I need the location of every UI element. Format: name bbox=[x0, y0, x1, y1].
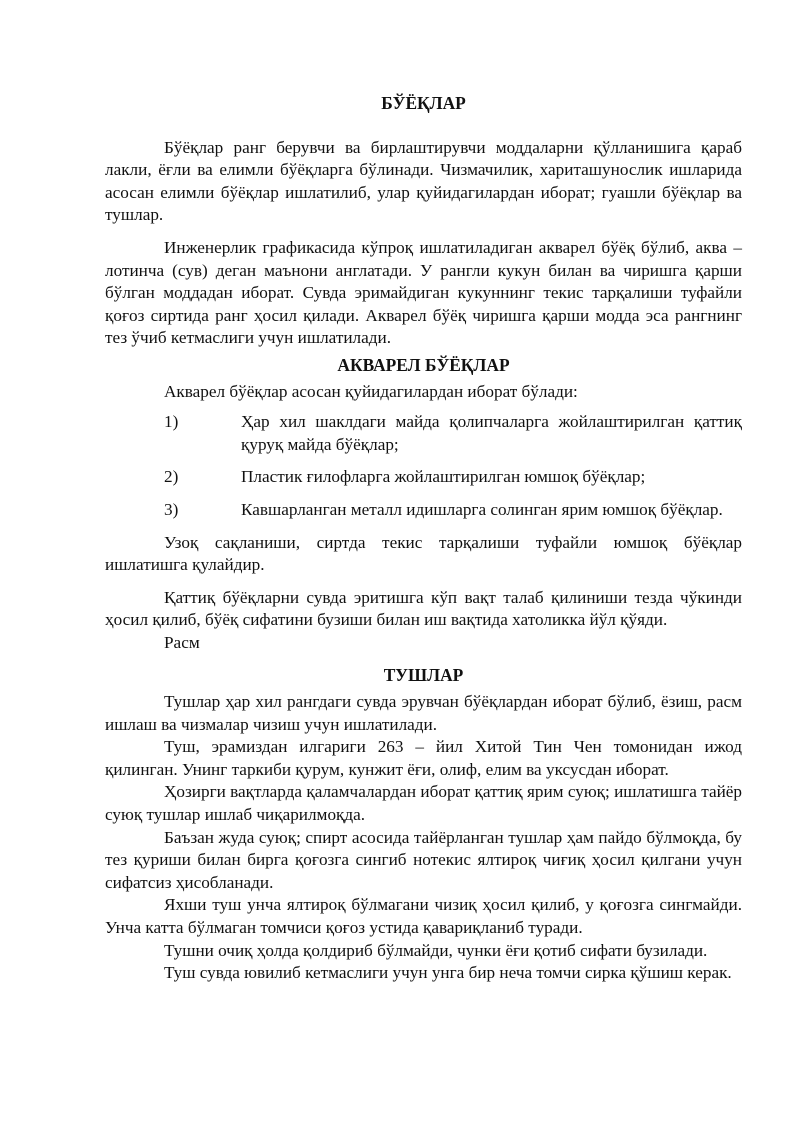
ink-paragraph-7: Туш сувда ювилиб кетмаслиги учун унга бир неча томчи сирка қўшиш керак. bbox=[164, 963, 732, 983]
list-number: 1) bbox=[164, 412, 179, 432]
list-text: Кавшарланган металл идишларга солинган ярим юмшоқ бўёқлар. bbox=[241, 499, 723, 519]
ink-paragraph-5: Яхши туш унча ялтироқ бўлмагани чизиқ ҳосил қилиб, у қоғозга сингмайди. Унча катта бўлмаган томчиси қоғоз устида қавариқланиб туради. bbox=[105, 895, 742, 937]
watercolor-lead: Акварел бўёқлар асосан қуйидагилардан иборат бўлади: bbox=[164, 381, 578, 401]
watercolor-list bbox=[105, 411, 742, 521]
ink-paragraph-3: Ҳозирги вақтларда қаламчалардан иборат қаттиқ ярим суюқ; ишлатишга тайёр суюқ тушлар ишлаб чиқарилмоқда. bbox=[105, 782, 742, 825]
document-title: БЎЁҚЛАР bbox=[381, 93, 466, 113]
list-item bbox=[105, 411, 742, 456]
list-number: 3) bbox=[164, 499, 179, 519]
watercolor-paragraph-2: Қаттиқ бўёқларни сувда эритишга кўп вақт талаб қилиниши тезда чўкинди ҳосил қилиб, бўёқ сифатини бузиши билан иш вақтида хатоликка йўл қўяди. bbox=[105, 587, 742, 630]
document-page bbox=[105, 92, 742, 985]
section-heading-ink: ТУШЛАР bbox=[383, 665, 464, 686]
list-item bbox=[105, 466, 742, 489]
list-item bbox=[105, 499, 742, 522]
watercolor-paragraph-1: Узоқ сақланиши, сиртда текис тарқалиши туфайли юмшоқ бўёқлар ишлатишга қулайдир. bbox=[105, 532, 742, 575]
figure-note: Расм bbox=[164, 632, 200, 652]
ink-paragraph-4: Баъзан жуда суюқ; спирт асосида тайёрланган тушлар ҳам пайдо бўлмоқда, бу тез қуриши билан бирга қоғозга сингиб нотекис ялтироқ чиғиқ ҳосил қилгани учун сифатсиз ҳисобланади. bbox=[105, 827, 742, 892]
ink-paragraph-6: Тушни очиқ ҳолда қолдириб бўлмайди, чунки ёғи қотиб сифати бузилади. bbox=[164, 940, 708, 960]
ink-paragraph-2: Туш, эрамиздан илгариги 263 – йил Хитой Тин Чен томонидан ижод қилинган. Унинг таркиби қурум, кунжит ёғи, олиф, елим ва уксусдан иборат. bbox=[105, 737, 742, 779]
list-number: 2) bbox=[164, 467, 179, 487]
intro-paragraph-1: Бўёқлар ранг берувчи ва бирлаштирувчи моддаларни қўлланишига қараб лакли, ёғли ва елимли бўёқларга бўлинади. Чизмачилик, хариташунослик ишларида асосан елимли бўёқлар ишлатилиб, улар қуйидагилардан иборат; гуашли бўёқлар ва тушлар. bbox=[105, 137, 742, 225]
list-text: Ҳар хил шаклдаги майда қолипчаларга жойлаштирилган қаттиқ қуруқ майда бўёқлар; bbox=[241, 412, 742, 454]
intro-paragraph-2: Инженерлик графикасида кўпроқ ишлатиладиган акварел бўёқ бўлиб, аква – лотинча (сув) деган маънони англатади. У рангли кукун билан ва чиришга қарши бўлган моддадан иборат. Сувда эримайдиган кукуннинг текис тарқалиши туфайли қоғоз сиртида ранг ҳосил қилади. Акварел бўёқ чиришга қарши модда эса рангнинг тез ўчиб кетмаслиги учун ишлатилади. bbox=[105, 237, 742, 348]
list-text: Пластик ғилофларга жойлаштирилган юмшоқ бўёқлар; bbox=[241, 467, 646, 487]
section-heading-watercolor: АКВАРЕЛ БЎЁҚЛАР bbox=[337, 354, 510, 375]
ink-paragraph-1: Тушлар ҳар хил рангдаги сувда эрувчан бўёқлардан иборат бўлиб, ёзиш, расм ишлаш ва чизмалар чизиш учун ишлатилади. bbox=[105, 692, 742, 734]
